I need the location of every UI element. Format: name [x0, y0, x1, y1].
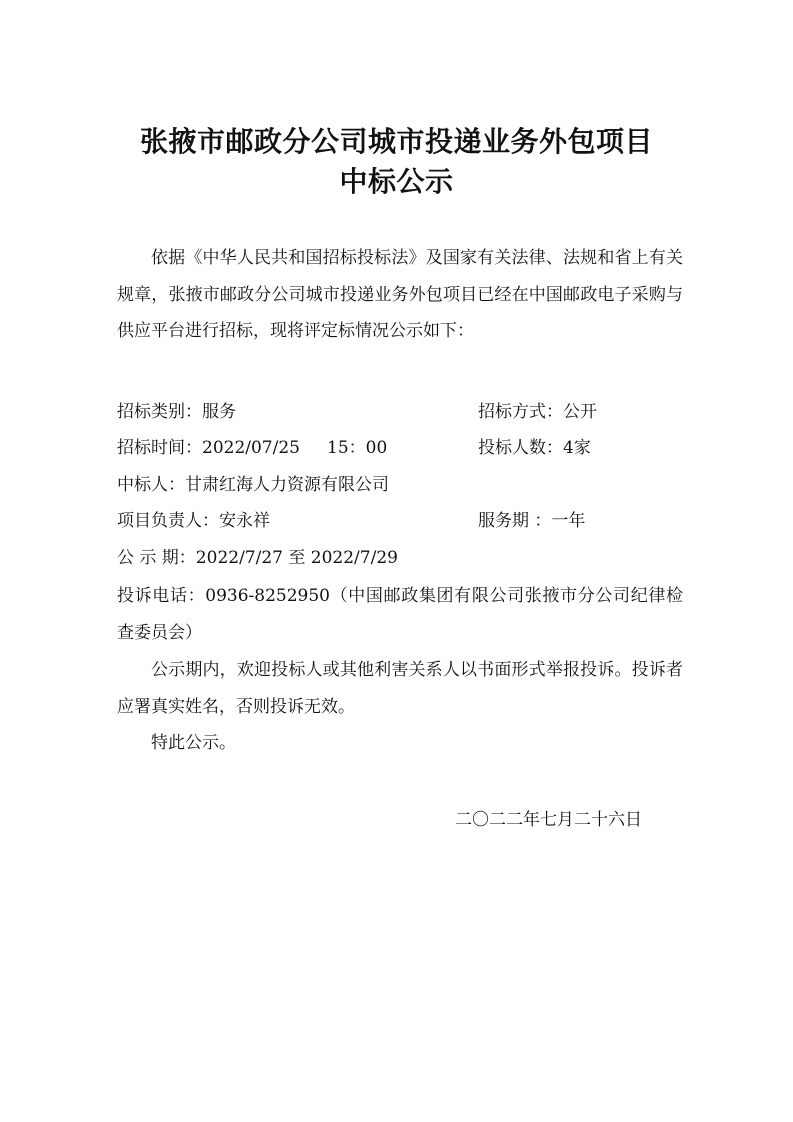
bid-time: 招标时间：2022/07/25 15：00 — [117, 438, 388, 458]
bid-method: 招标方式：公开 — [478, 402, 597, 422]
closing-statement: 特此公示。 — [151, 733, 236, 753]
complaint-phone: 投诉电话：0936-8252950（中国邮政集团有限公司张掖市分公司纪律检查委员会） — [117, 586, 683, 643]
document-title-line-2: 中标公示 — [339, 165, 454, 198]
notice-paragraph: 公示期内，欢迎投标人或其他利害关系人以书面形式举报投诉。投诉者应署真实姓名，否则投诉无效。 — [117, 660, 683, 717]
bid-category: 招标类别：服务 — [117, 402, 236, 422]
winning-bidder: 中标人：甘肃红海人力资源有限公司 — [117, 475, 389, 495]
project-manager: 项目负责人：安永祥 — [117, 511, 270, 531]
document-title-line-1: 张掖市邮政分公司城市投递业务外包项目 — [139, 125, 653, 158]
bidder-count: 投标人数：4家 — [478, 438, 591, 458]
service-period: 服务期 ：一年 — [478, 511, 586, 531]
document-date: 二〇二二年七月二十六日 — [455, 810, 642, 830]
intro-paragraph: 依据《中华人民共和国招标投标法》及国家有关法律、法规和省上有关规章，张掖市邮政分公司城市投递业务外包项目已经在中国邮政电子采购与供应平台进行招标，现将评定标情况公示如下： — [117, 248, 683, 341]
notice-period: 公 示 期：2022/7/27 至 2022/7/29 — [117, 548, 398, 568]
